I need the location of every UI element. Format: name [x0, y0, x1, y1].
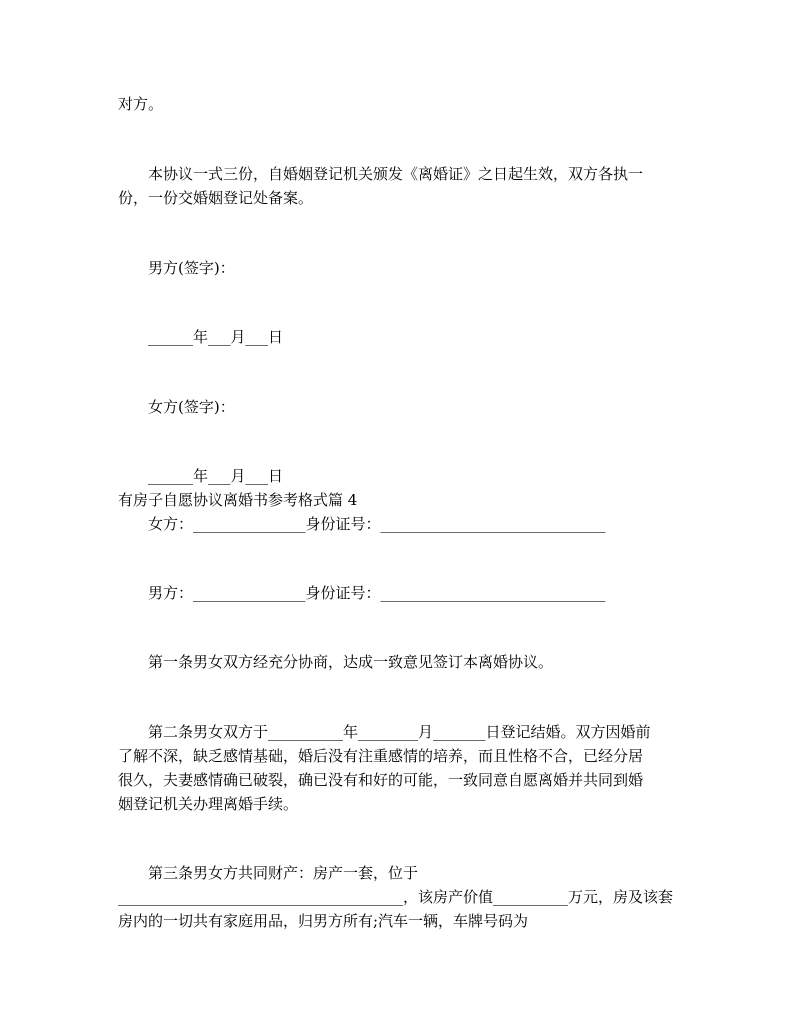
- text-line: 第二条男女双方于__________年________月_______日登记结婚。双方因婚前: [148, 723, 651, 741]
- text-line: 了解不深，缺乏感情基础，婚后没有注重感情的培养，而且性格不合，已经分居: [118, 747, 644, 765]
- text-line: ______________________________________，该房产价值__________万元，房及该套: [118, 888, 674, 906]
- text-line: 房内的一切共有家庭用品，归男方所有;汽车一辆，车牌号码为: [118, 912, 529, 930]
- text-line: 第一条男女双方经充分协商，达成一致意见签订本离婚协议。: [148, 653, 554, 671]
- text-line: 份，一份交婚姻登记处备案。: [118, 189, 314, 207]
- text-line: 对方。: [118, 95, 164, 113]
- text-line: 第三条男女方共同财产：房产一套，位于: [148, 864, 419, 882]
- female-id-line: 女方：_______________身份证号：______________________________: [148, 515, 606, 533]
- text-line: 姻登记机关办理离婚手续。: [118, 795, 299, 813]
- signature-label-male: 男方(签字)：: [148, 259, 235, 277]
- date-blank: ______年___月___日: [148, 467, 284, 485]
- text-line: 本协议一式三份，自婚姻登记机关颁发《离婚证》之日起生效，双方各执一: [148, 165, 644, 183]
- signature-label-female: 女方(签字)：: [148, 398, 235, 416]
- date-blank: ______年___月___日: [148, 328, 284, 346]
- male-id-line: 男方：_______________身份证号：______________________________: [148, 584, 606, 602]
- section-title: 有房子自愿协议离婚书参考格式篇 4: [118, 491, 358, 509]
- text-line: 很久，夫妻感情确已破裂，确已没有和好的可能，一致同意自愿离婚并共同到婚: [118, 771, 644, 789]
